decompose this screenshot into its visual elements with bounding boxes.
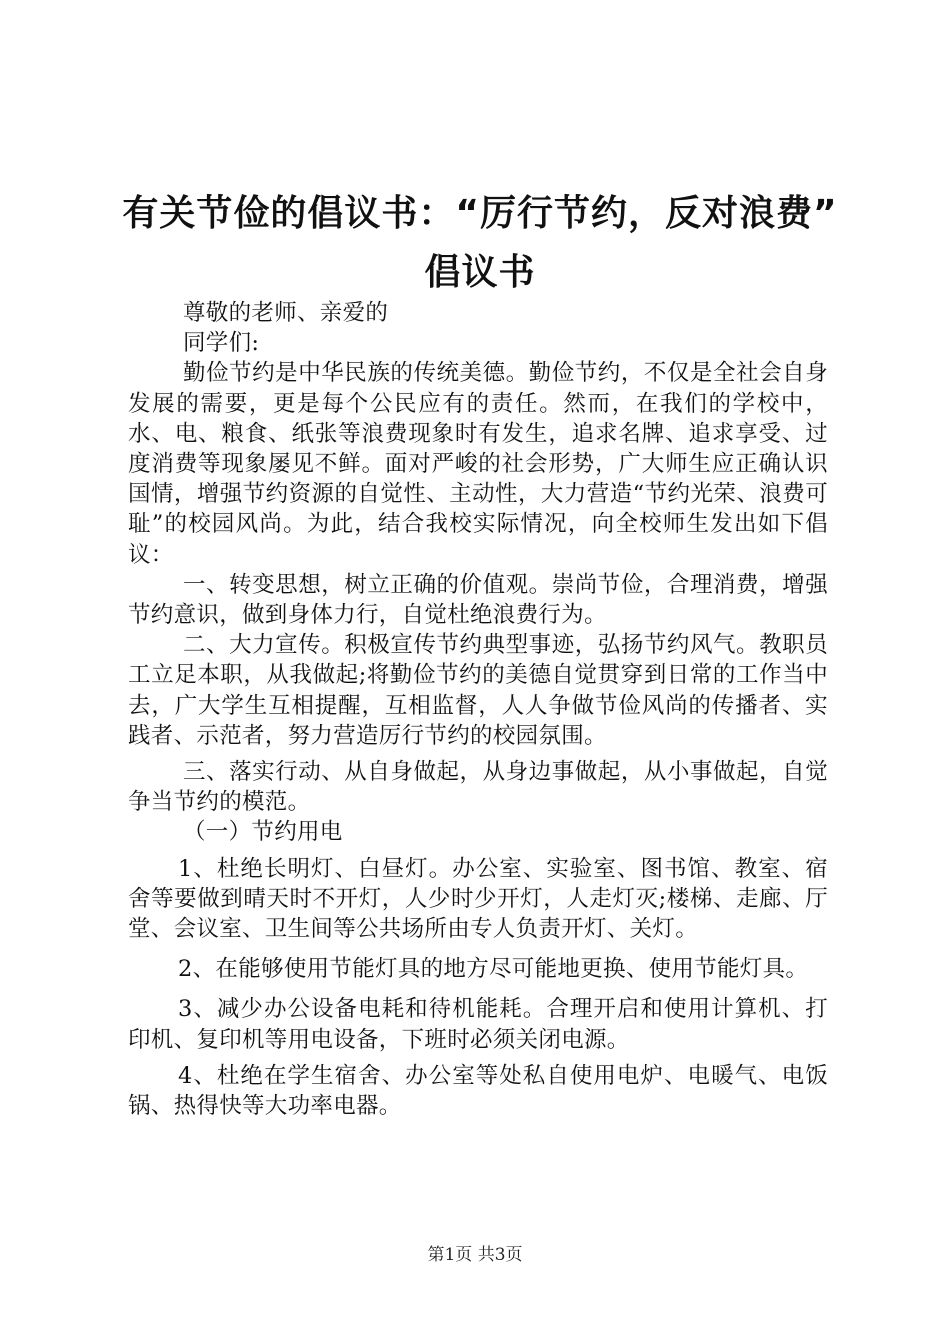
document-title-continued: 倡议书	[424, 252, 536, 293]
page-number-footer: 第1页 共3页	[427, 1245, 523, 1265]
document-body	[128, 298, 828, 1121]
salutation-line-1: 尊敬的老师、亲爱的	[183, 300, 389, 326]
intro-paragraph: 勤俭节约是中华民族的传统美德。勤俭节约，不仅是全社会自身发展的需要，更是每个公民应有的责任。然而，在我们的学校中，水、电、粮食、纸张等浪费现象时有发生，追求名牌、追求享受、过度消费等现象屡见不鲜。面对严峻的社会形势，广大师生应正确认识国情，增强节约资源的自觉性、主动性，大力营造“节约光荣、浪费可耻”的校园风尚。为此，结合我校实际情况，向全校师生发出如下倡议：	[128, 360, 828, 568]
list-item-2: 2、在能够使用节能灯具的地方尽可能地更换、使用节能灯具。	[178, 956, 809, 983]
list-item-3: 3、减少办公设备电耗和待机能耗。合理开启和使用计算机、打印机、复印机等用电设备，下班时必须关闭电源。	[128, 996, 828, 1053]
salutation-line-2: 同学们:	[183, 330, 260, 357]
section-heading-electricity: （一）节约用电	[183, 819, 343, 846]
proposal-paragraph-1: 一、转变思想，树立正确的价值观。崇尚节俭，合理消费，增强节约意识，做到身体力行，自觉杜绝浪费行为。	[128, 571, 828, 629]
list-item-4: 4、杜绝在学生宿舍、办公室等处私自使用电炉、电暖气、电饭锅、热得快等大功率电器。	[128, 1062, 828, 1120]
list-item-1: 1、杜绝长明灯、白昼灯。办公室、实验室、图书馆、教室、宿舍等要做到晴天时不开灯，人少时少开灯，人走灯灭;楼梯、走廊、厅堂、会议室、卫生间等公共场所由专人负责开灯、关灯。	[128, 855, 828, 943]
proposal-paragraph-3: 三、落实行动、从自身做起，从身边事做起，从小事做起，自觉争当节约的模范。	[128, 759, 828, 816]
proposal-paragraph-2: 二、大力宣传。积极宣传节约典型事迹，弘扬节约风气。教职员工立足本职，从我做起;将勤俭节约的美德自觉贯穿到日常的工作当中去，广大学生互相提醒，互相监督，人人争做节俭风尚的传播者、实践者、示范者，努力营造厉行节约的校园氛围。	[128, 632, 828, 749]
document-title: 有关节俭的倡议书：“厉行节约，反对浪费”	[122, 193, 838, 234]
